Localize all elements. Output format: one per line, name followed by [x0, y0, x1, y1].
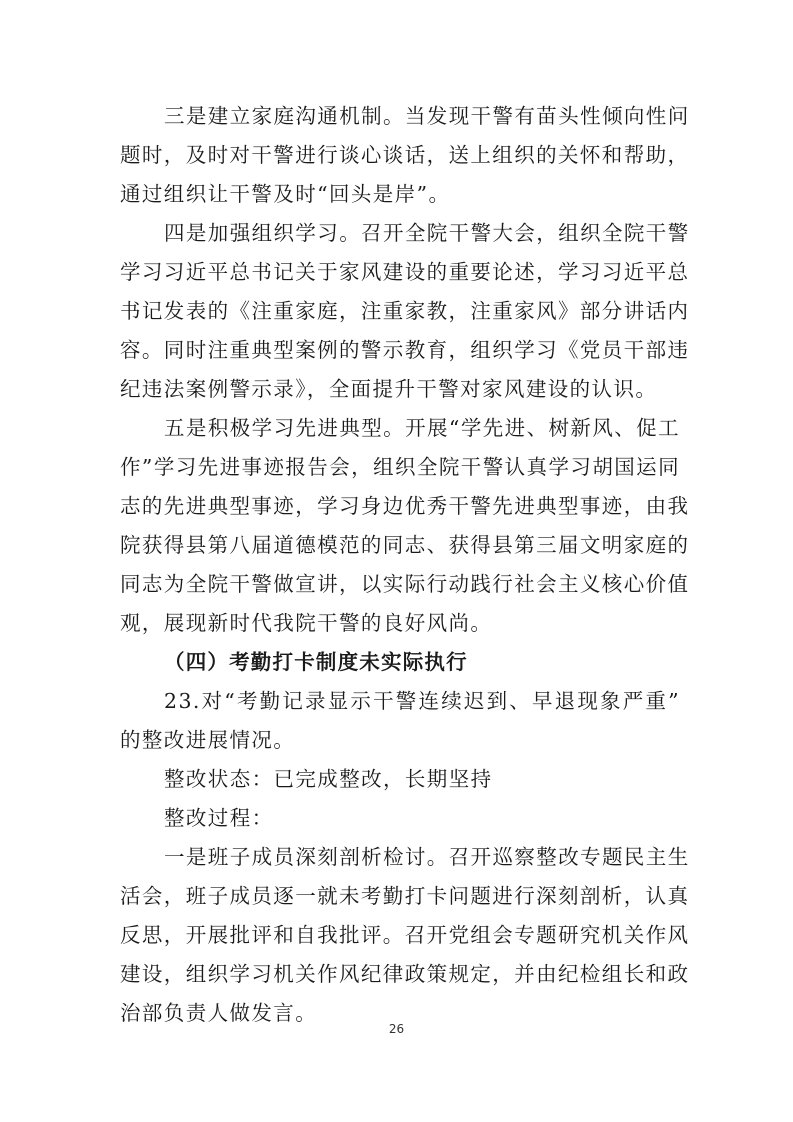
- paragraph-line: 的整改进展情况。: [120, 728, 296, 752]
- paragraph-line: 纪违法案例警示录》，全面提升干警对家风建设的认识。: [120, 377, 658, 401]
- paragraph-line: 活会，班子成员逐一就未考勤打卡问题进行深刻剖析，认真: [120, 884, 690, 908]
- paragraph-line: 通过组织让干警及时“回头是岸”。: [120, 182, 451, 206]
- paragraph-line: 一是班子成员深刻剖析检讨。召开巡察整改专题民主生: [164, 845, 690, 869]
- paragraph-line: 学习习近平总书记关于家风建设的重要论述，学习习近平总: [120, 260, 690, 284]
- section-heading: （四）考勤打卡制度未实际执行: [164, 650, 468, 674]
- rectification-status: 整改状态：已完成整改，长期坚持: [164, 767, 493, 791]
- paragraph-line: 三是建立家庭沟通机制。当发现干警有苗头性倾向性问: [164, 104, 690, 128]
- paragraph-line: 五是积极学习先进典型。开展“学先进、树新风、促工: [164, 416, 680, 440]
- paragraph-line: 23.对“考勤记录显示干警连续迟到、早退现象严重”: [164, 689, 680, 713]
- paragraph-line: 四是加强组织学习。召开全院干警大会，组织全院干警: [164, 221, 690, 245]
- paragraph-line: 治部负责人做发言。: [120, 1001, 318, 1025]
- paragraph-line: 书记发表的《注重家庭，注重家教，注重家风》部分讲话内: [120, 299, 690, 323]
- paragraph-line: 院获得县第八届道德模范的同志、获得县第三届文明家庭的: [120, 533, 690, 557]
- paragraph-line: 建设，组织学习机关作风纪律政策规定，并由纪检组长和政: [120, 962, 690, 986]
- paragraph-line: 反思，开展批评和自我批评。召开党组会专题研究机关作风: [120, 923, 690, 947]
- page-number: 26: [388, 1022, 405, 1036]
- rectification-process-label: 整改过程：: [164, 806, 274, 830]
- paragraph-line: 观，展现新时代我院干警的良好风尚。: [120, 611, 493, 635]
- paragraph-line: 容。同时注重典型案例的警示教育，组织学习《党员干部违: [120, 338, 690, 362]
- paragraph-line: 题时，及时对干警进行谈心谈话，送上组织的关怀和帮助，: [120, 143, 690, 167]
- paragraph-line: 志的先进典型事迹，学习身边优秀干警先进典型事迹，由我: [120, 494, 690, 518]
- paragraph-line: 作”学习先进事迹报告会，组织全院干警认真学习胡国运同: [120, 455, 680, 479]
- paragraph-line: 同志为全院干警做宣讲，以实际行动践行社会主义核心价值: [120, 572, 690, 596]
